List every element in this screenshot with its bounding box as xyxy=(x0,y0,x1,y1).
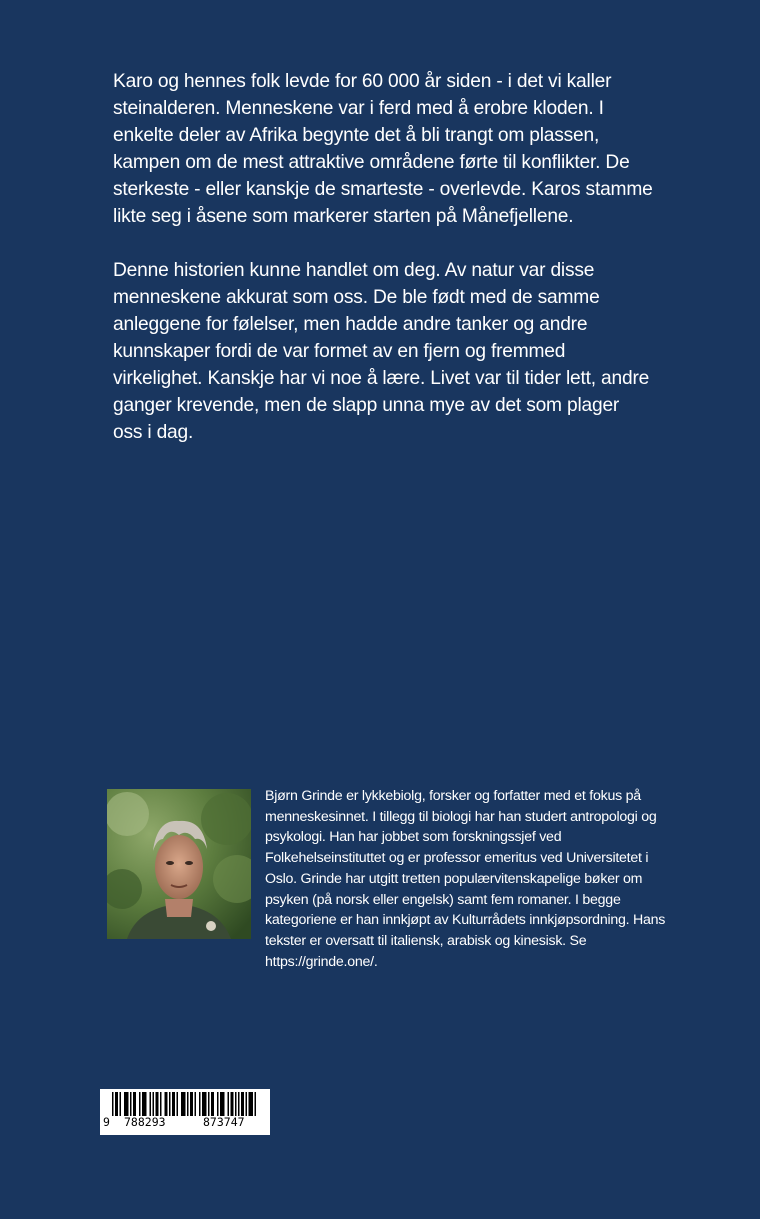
barcode-bar xyxy=(187,1092,189,1116)
isbn-right-group: 873747 xyxy=(203,1115,245,1129)
barcode-bar xyxy=(174,1092,176,1116)
blurb-paragraph-2: Denne historien kunne handlet om deg. Av natur var disse menneskene akkurat som oss. De ble født med de samme anleggene for følelser, men hadde andre tanker og andre kunnskaper fordi de var formet av en fjern og fremmed virkelighet. Kanskje har vi noe å lære. Livet var til tider lett, andre ganger krevende, men de slapp unna mye av det som plager oss i dag. xyxy=(113,260,650,443)
barcode-bar xyxy=(177,1092,179,1116)
barcode-bar xyxy=(165,1092,167,1116)
barcode-bar xyxy=(127,1092,129,1116)
barcode-bar xyxy=(112,1092,114,1116)
barcode-bar xyxy=(150,1092,152,1116)
barcode-bar xyxy=(124,1092,126,1116)
barcode-bar xyxy=(195,1092,197,1116)
barcode-bar xyxy=(252,1092,254,1116)
barcode-bar xyxy=(117,1092,119,1116)
barcode-bar xyxy=(199,1092,201,1116)
barcode-bar xyxy=(142,1092,144,1116)
barcode-bar xyxy=(232,1092,234,1116)
isbn-barcode xyxy=(100,1089,270,1135)
barcode-bar xyxy=(217,1092,219,1116)
barcode-bar xyxy=(169,1092,171,1116)
barcode-bar xyxy=(238,1092,240,1116)
barcode-bar xyxy=(202,1092,204,1116)
barcode-bar xyxy=(139,1092,141,1116)
barcode-bar xyxy=(183,1092,185,1116)
barcode-bar xyxy=(160,1092,162,1116)
barcode-bar xyxy=(255,1092,257,1116)
barcode-bar xyxy=(144,1092,146,1116)
barcode-bar xyxy=(120,1092,122,1116)
barcode-bar xyxy=(192,1092,194,1116)
barcode-bar xyxy=(204,1092,206,1116)
barcode-bar xyxy=(190,1092,192,1116)
author-bio: Bjørn Grinde er lykkebiolg, forsker og forfatter med et fokus på menneskesinnet. I tillegg til biologi har han studert antropologi og psykologi. Han har jobbet som forskningssjef ved Folkehelseinstituttet og er professor emeritus ved Universitetet i Oslo. Grinde har utgitt tretten populærvitenskapelige bøker om psyken (på norsk eller engelsk) samt fem romaner. I begge kategoriene er han innkjøpt av Kulturrådets innkjøpsordning. Hans tekster er oversatt til italiensk, arabisk og kinesisk. Se https://grinde.one/. xyxy=(265,788,666,970)
isbn-left-group: 788293 xyxy=(124,1115,166,1129)
barcode-bar xyxy=(213,1092,215,1116)
barcode-bar xyxy=(231,1092,233,1116)
barcode-bar xyxy=(126,1092,128,1116)
barcode-bar xyxy=(246,1092,248,1116)
barcode-bar xyxy=(156,1092,158,1116)
barcode-bar xyxy=(130,1092,132,1116)
isbn-lead-digit: 9 xyxy=(103,1115,110,1129)
blurb-paragraph-1: Karo og hennes folk levde for 60 000 år siden - i det vi kaller steinalderen. Menneskene var i ferd med å erobre kloden. I enkelte deler av Afrika begynte det å bli trangt om plassen, kampen om de mest attraktive områdene førte til konflikter. De sterkeste - eller kanskje de smarteste - overlevde. Karos stamme likte seg i åsene som markerer starten på Månefjellene. xyxy=(113,71,653,227)
barcode-bar xyxy=(243,1092,245,1116)
author-photo xyxy=(107,789,251,939)
barcode-bar xyxy=(157,1092,159,1116)
barcode-bar xyxy=(220,1092,222,1116)
barcode-bar xyxy=(172,1092,174,1116)
barcode-bar xyxy=(181,1092,183,1116)
barcode-bar xyxy=(133,1092,135,1116)
barcode-bar xyxy=(250,1092,252,1116)
isbn-digits xyxy=(100,1115,270,1133)
barcode-bar xyxy=(228,1092,230,1116)
barcode-bar xyxy=(223,1092,225,1116)
barcode-bar xyxy=(208,1092,210,1116)
barcode-bar xyxy=(211,1092,213,1116)
barcode-bar xyxy=(153,1092,155,1116)
barcode-bar xyxy=(135,1092,137,1116)
barcode-bar xyxy=(222,1092,224,1116)
barcode-bar xyxy=(249,1092,251,1116)
barcode-bar xyxy=(115,1092,117,1116)
barcode-bar xyxy=(235,1092,237,1116)
barcode-bar xyxy=(184,1092,186,1116)
back-cover-blurb xyxy=(113,68,653,473)
barcode-bar xyxy=(205,1092,207,1116)
barcode-bar xyxy=(166,1092,168,1116)
barcode-bar xyxy=(145,1092,147,1116)
barcode-bar xyxy=(241,1092,243,1116)
